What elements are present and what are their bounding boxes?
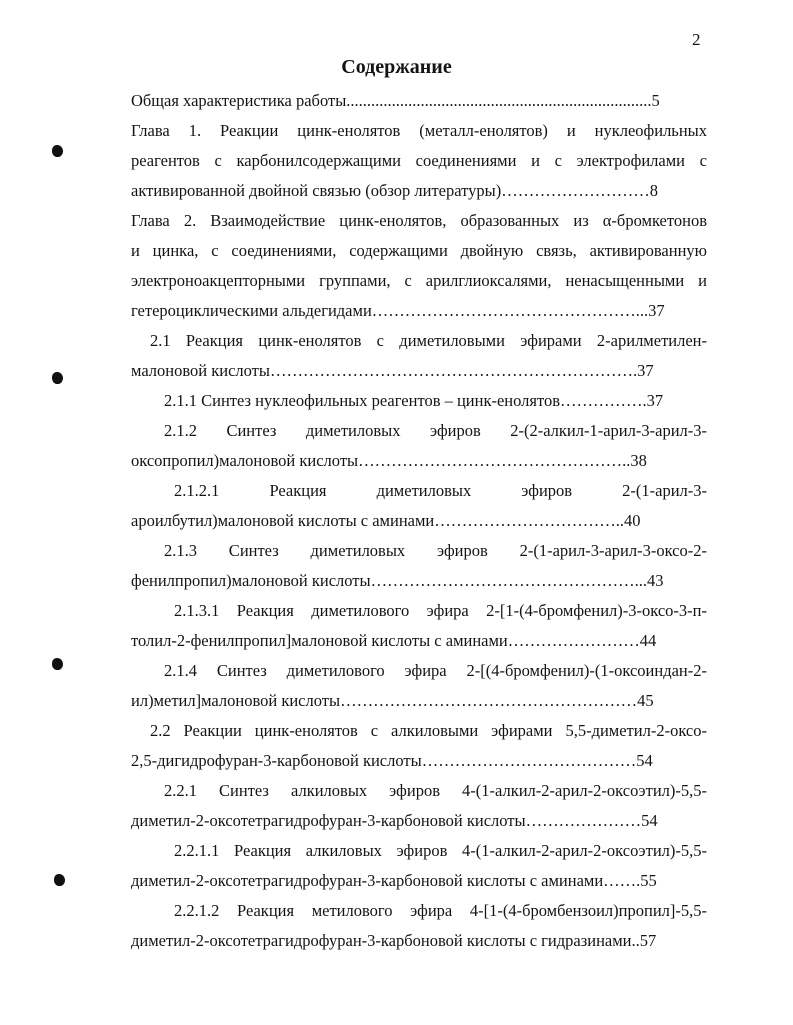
toc-entry-2-1-4-line1: 2.1.4 Синтез диметилового эфира 2-[(4-бромфенил)-(1-оксоиндан-2- [164,661,707,680]
toc-entry-chapter2-line1: Глава 2. Взаимодействие цинк-енолятов, образованных из α-бромкетонов [131,211,707,230]
toc-entry-2-1-2-1-line2: ароилбутил)малоновой кислоты с аминами……………………………..40 [131,511,641,530]
toc-entry-chapter2-line2: и цинка, с соединениями, содержащими двойную связь, активированную [131,241,707,260]
toc-entry-2-2-1-2-line2: диметил-2-оксотетрагидрофуран-3-карбоновой кислоты с гидразинами..57 [131,931,657,950]
toc-entry-2-2-1-1-line1: 2.2.1.1 Реакция алкиловых эфиров 4-(1-алкил-2-арил-2-оксоэтил)-5,5- [174,841,707,860]
toc-entry-2-2-1-1-line2: диметил-2-оксотетрагидрофуран-3-карбоновой кислоты с аминами…….55 [131,871,657,890]
toc-entry-2-1-2-1-line1: 2.1.2.1 Реакция диметиловых эфиров 2-(1-арил-3- [174,481,707,500]
toc-entry-2-1-4-line2: ил)метил]малоновой кислоты………………………………………………45 [131,691,654,710]
toc-entry-2-1-line1: 2.1 Реакция цинк-енолятов с диметиловыми эфирами 2-арилметилен- [150,331,707,350]
toc-entry-chapter2-line4: гетероциклическими альдегидами…………………………………………...37 [131,301,665,320]
binder-hole-mark [52,658,63,670]
toc-entry-2-2-1-2-line1: 2.2.1.2 Реакция метилового эфира 4-[1-(4-бромбензоил)пропил]-5,5- [174,901,707,920]
toc-entry-chapter1-line2: реагентов с карбонилсодержащими соединениями и с электрофилами с [131,151,707,170]
binder-hole-mark [52,145,63,157]
toc-entry-2-1-3-1-line2: толил-2-фенилпропил]малоновой кислоты с аминами……………………44 [131,631,657,650]
toc-entry-2-1-line2: малоновой кислоты………………………………………………………….37 [131,361,654,380]
page-number: 2 [692,30,701,49]
binder-hole-mark [54,874,65,886]
page-title: Содержание [341,56,452,78]
toc-entry-2-2-line1: 2.2 Реакции цинк-енолятов с алкиловыми эфирами 5,5-диметил-2-оксо- [150,721,707,740]
toc-entry-2-1-1: 2.1.1 Синтез нуклеофильных реагентов – цинк-енолятов…………….37 [164,391,664,410]
toc-entry-2-2-1-line1: 2.2.1 Синтез алкиловых эфиров 4-(1-алкил-2-арил-2-оксоэтил)-5,5- [164,781,707,800]
toc-entry-2-2-line2: 2,5-дигидрофуран-3-карбоновой кислоты…………………………………54 [131,751,653,770]
toc-entry-2-1-2-line2: оксопропил)малоновой кислоты…………………………………………..38 [131,451,647,470]
toc-entry-chapter1-line1: Глава 1. Реакции цинк-енолятов (металл-енолятов) и нуклеофильных [131,121,707,140]
toc-entry-chapter1-line3: активированной двойной связью (обзор литературы)………………………8 [131,181,658,200]
toc-entry-2-1-3-1-line1: 2.1.3.1 Реакция диметилового эфира 2-[1-(4-бромфенил)-3-оксо-3-п- [174,601,707,620]
binder-hole-mark [52,372,63,384]
toc-entry-2-1-3-line1: 2.1.3 Синтез диметиловых эфиров 2-(1-арил-3-арил-3-оксо-2- [164,541,707,560]
toc-entry-general: Общая характеристика работы..........................................................................5 [131,91,660,110]
toc-entry-2-2-1-line2: диметил-2-оксотетрагидрофуран-3-карбоновой кислоты…………………54 [131,811,658,830]
toc-entry-2-1-2-line1: 2.1.2 Синтез диметиловых эфиров 2-(2-алкил-1-арил-3-арил-3- [164,421,707,440]
toc-entry-2-1-3-line2: фенилпропил)малоновой кислоты…………………………………………...43 [131,571,664,590]
toc-entry-chapter2-line3: электроноакцепторными группами, с арилглиоксалями, ненасыщенными и [131,271,707,290]
